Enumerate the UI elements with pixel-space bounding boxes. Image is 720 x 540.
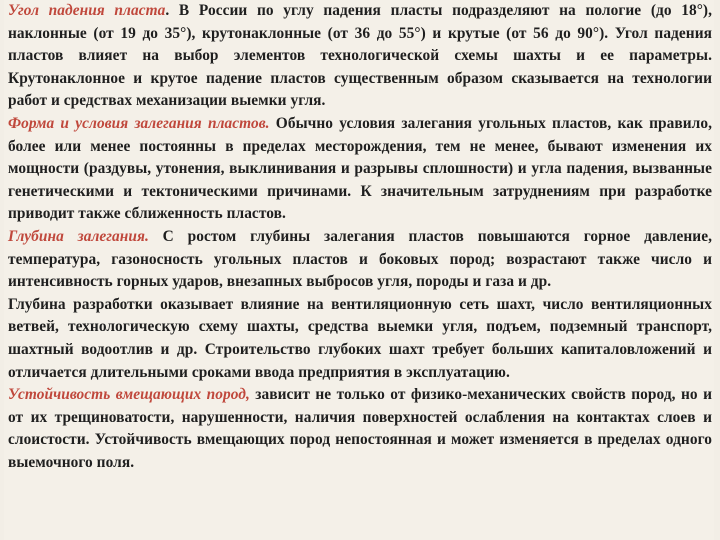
heading-bedding-form: Форма и условия залегания пластов. (8, 114, 270, 132)
heading-depth: Глубина залегания. (8, 227, 149, 245)
paragraph-bedding-form (8, 113, 712, 226)
body-dip-angle: . В России по углу падения пласты подразделяют на пологие (до 18°), наклонные (от 19 до 35°), крутонаклонные (от 36 до 55°) и крутые (от 56 до 90°). Угол падения пластов влияет на выбор элементов технологической схемы шахты и ее параметры. Крутонаклонное и крутое падение пластов существенным образом сказывается на технологии работ и средствах механизации выемки угля. (8, 2, 712, 110)
heading-rock-stability: Устойчивость вмещающих пород, (8, 386, 250, 404)
paragraph-rock-stability (8, 384, 712, 474)
body-mining-depth: Глубина разработки оказывает влияние на вентиляционную сеть шахт, число вентиляционных ветвей, технологическую схему шахты, средства выемки угля, подъем, подземный транспорт, шахтный водоотлив и др. Строительство глубоких шахт требует больших капиталовложений и отличается длительными сроками ввода предприятия в эксплуатацию. (8, 295, 712, 381)
paragraph-mining-depth (8, 294, 712, 384)
body-depth: С ростом глубины залегания пластов повышаются горное давление, температура, газоносность угольных пластов и боковых пород; возрастают также число и интенсивность горных ударов, внезапных выбросов угля, породы и газа и др. (8, 227, 712, 291)
paragraph-depth (8, 226, 712, 294)
body-bedding-form: Обычно условия залегания угольных пластов, как правило, более или менее постоянны в пределах месторождения, тем не менее, бывают изменения их мощности (раздувы, утонения, выклинивания и разрывы сплошности) и угла падения, вызванные генетическими и тектоническими причинами. К значительным затруднениям при разработке приводит также сближенность пластов. (8, 114, 712, 223)
paragraph-dip-angle (8, 0, 712, 113)
body-rock-stability: зависит не только от физико-механических свойств пород, но и от их трещиноватости, нарушенности, наличия поверхностей ослабления на контактах слоев и слоистости. Устойчивость вмещающих пород непостоянная и может изменяется в пределах одного выемочного поля. (8, 386, 712, 471)
document-text (8, 0, 712, 474)
heading-dip-angle: Угол падения пласта (8, 2, 166, 19)
document-page (4, 0, 714, 540)
